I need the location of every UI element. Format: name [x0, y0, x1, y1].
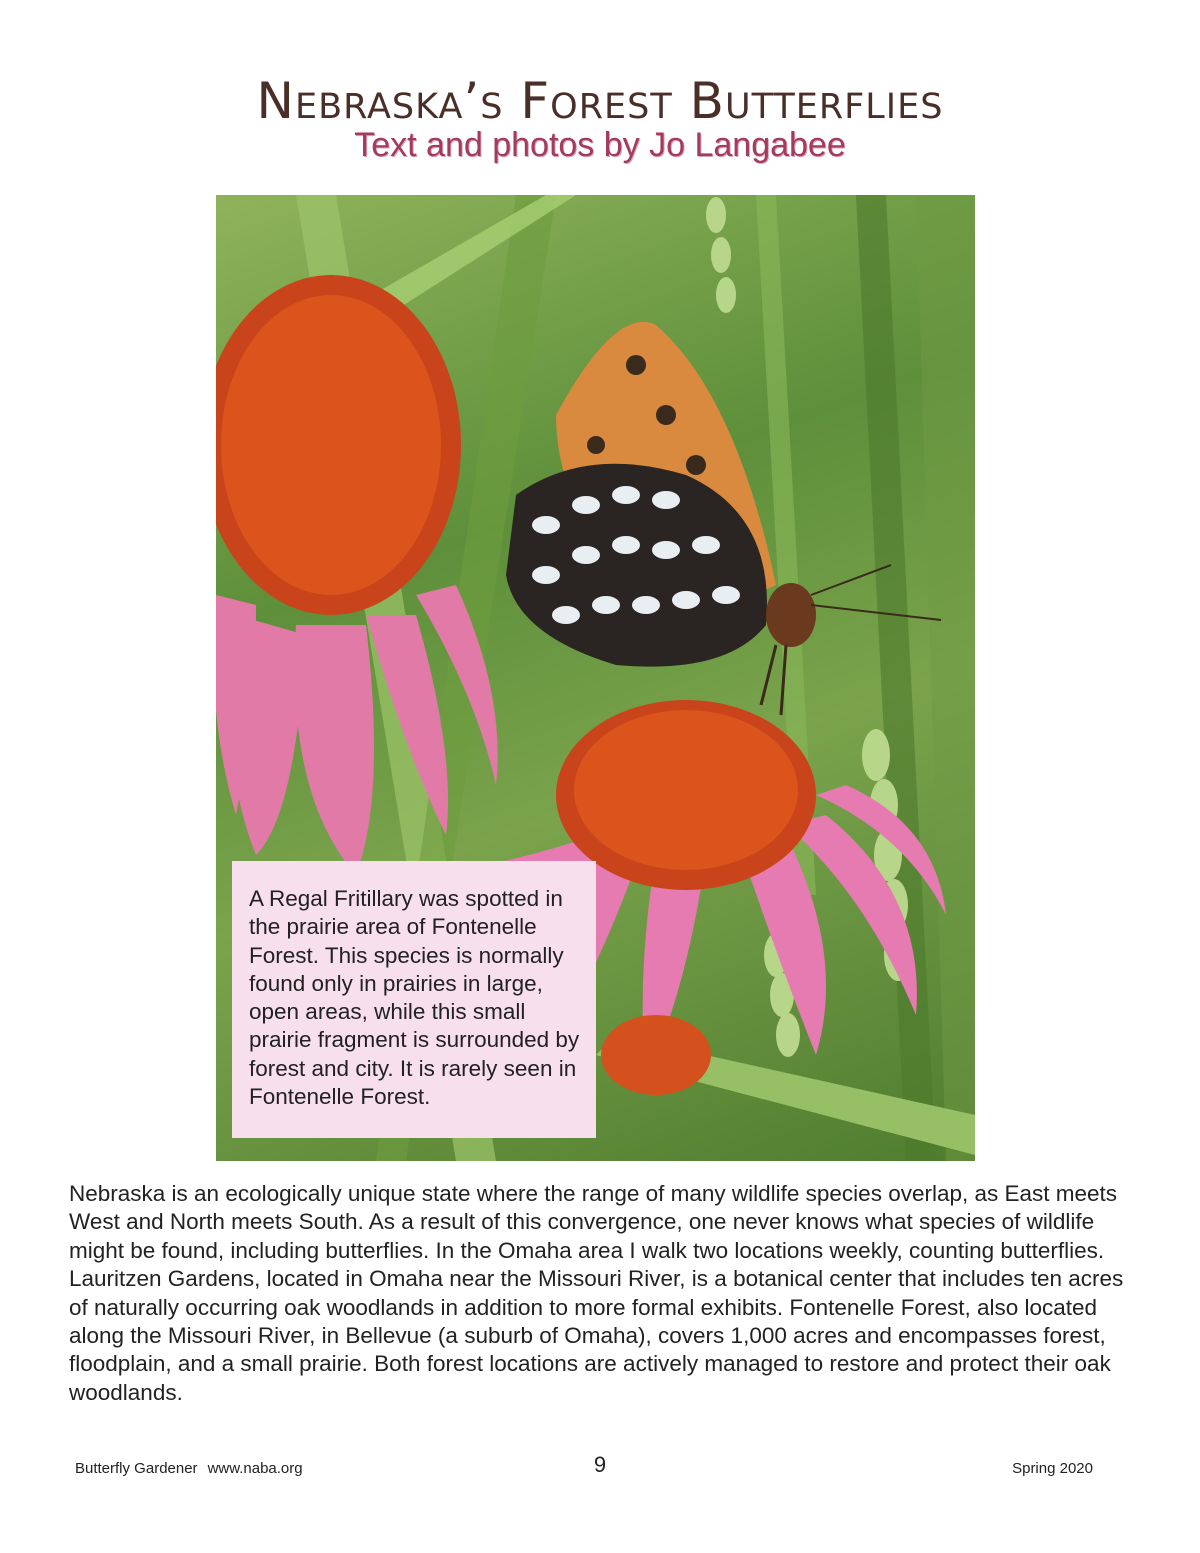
- article-title: Nebraska’s Forest Butterflies: [256, 72, 944, 130]
- article-paragraph: Nebraska is an ecologically unique state where the range of many wildlife species overlap, as East meets West and North meets South. As a result of this convergence, one never knows what species of wildlife might be found, including butterflies. In the Omaha area I walk two locations weekly, counting butterflies. Lauritzen Gardens, located in Omaha near the Missouri River, is a botanical center that includes ten acres of naturally occurring oak woodlands in addition to more formal exhibits. Fontenelle Forest, also located along the Missouri River, in Bellevue (a suburb of Omaha), covers 1,000 acres and encompasses forest, floodplain, and a small prairie. Both forest locations are actively managed to restore and protect their oak woodlands.: [69, 1181, 1124, 1405]
- publication-url[interactable]: www.naba.org: [207, 1460, 303, 1477]
- article-byline: Text and photos by Jo Langabee: [354, 126, 846, 164]
- page-number: 9: [593, 1452, 607, 1477]
- issue-date: Spring 2020: [1012, 1460, 1093, 1477]
- photo-caption: A Regal Fritillary was spotted in the prairie area of Fontenelle Forest. This species is normally found only in prairies in large, open areas, while this small prairie fragment is surrounded by forest and city. It is rarely seen in Fontenelle Forest.: [232, 861, 596, 1138]
- publication-name: Butterfly Gardener: [75, 1460, 198, 1477]
